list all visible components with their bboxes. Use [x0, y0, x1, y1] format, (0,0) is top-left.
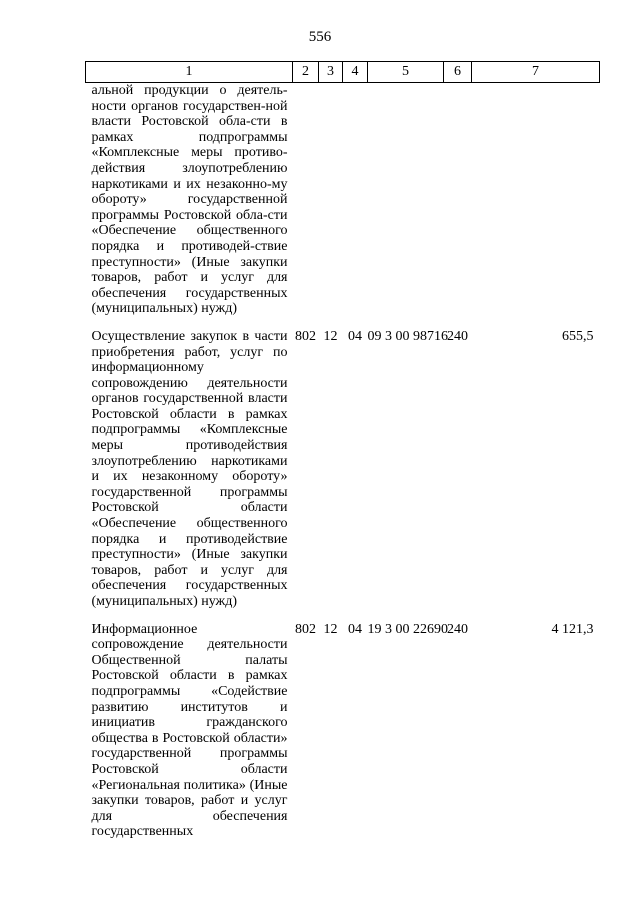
column-header: 7	[472, 62, 600, 83]
table-header-row	[86, 62, 600, 83]
row-description: альной продукции о деятель-ности органов государствен-ной власти Ростовской обла-сти в рамках подпрограммы «Комплексные меры противо-действия злоупотреблению наркотиками и их незаконно-му обороту» государственной программы Ростовской обла-сти «Обеспечение общественного порядка и противодей-ствие преступности» (Иные закупки товаров, работ и услуг для обеспечения государственных (муниципальных) нужд)	[91, 83, 288, 317]
ministry-code: 802	[295, 328, 316, 344]
target-article-code: 09 3 00 98716	[367, 328, 448, 344]
page-number: 556	[308, 29, 332, 45]
amount: 655,5	[562, 328, 594, 344]
section-code: 12	[323, 328, 338, 344]
row-description: Осуществление закупок в части приобретения работ, услуг по информационному сопровождению деятельности органов государственной власти Ростовской области в рамках подпрограммы «Комплексные меры противодействия злоупотреблению наркотиками и их незаконному обороту» государственной программы Ростовской области «Обеспечение общественного порядка и противодействие преступности» (Иные закупки товаров, работ и услуг для обеспечения государственных (муниципальных) нужд)	[91, 328, 288, 609]
section-code: 12	[323, 621, 338, 637]
target-article-code: 19 3 00 22690	[367, 621, 448, 637]
subsection-code	[343, 83, 368, 329]
column-header: 1	[86, 62, 293, 83]
expense-type-code: 240	[447, 328, 468, 344]
table-row	[86, 329, 600, 622]
target-article-code	[368, 83, 444, 329]
amount: 4 121,3	[551, 621, 594, 637]
subsection-code: 04	[348, 621, 362, 637]
table-row	[86, 622, 600, 840]
ministry-code	[293, 83, 319, 329]
row-description: Информационное сопровождение деятельности Общественной палаты Ростовской области в рамках подпрограммы «Содействие развитию институтов и инициатив гражданского общества в Ростовской области» государственной программы Ростовской области «Региональная политика» (Иные закупки товаров, работ и услуг для обеспечения государственных	[91, 621, 288, 840]
ministry-code: 802	[295, 621, 316, 637]
column-header: 6	[444, 62, 472, 83]
amount	[472, 83, 600, 329]
table-row	[86, 83, 600, 329]
column-header: 4	[343, 62, 368, 83]
subsection-code: 04	[348, 328, 362, 344]
column-header: 3	[319, 62, 343, 83]
column-header: 5	[368, 62, 444, 83]
column-header: 2	[293, 62, 319, 83]
section-code	[319, 83, 343, 329]
expense-type-code: 240	[447, 621, 468, 637]
expense-type-code	[444, 83, 472, 329]
budget-table	[85, 61, 600, 840]
